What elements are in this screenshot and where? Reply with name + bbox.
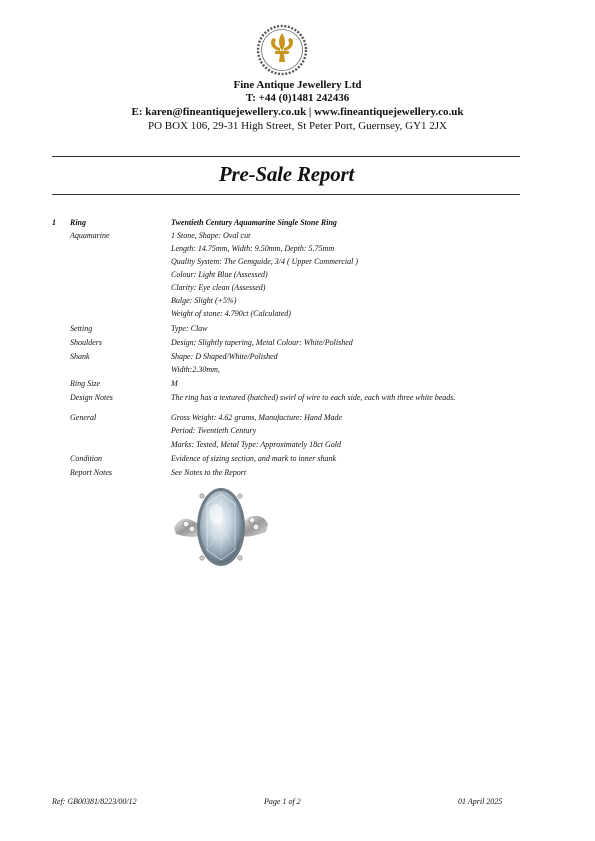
period: Period: Twentieth Century — [171, 426, 257, 435]
fleur-de-lis-logo-icon — [256, 24, 308, 76]
general-label: General — [70, 413, 97, 422]
report-reference: Ref: GB00381/8223/00/12 — [52, 797, 137, 806]
setting-value: Type: Claw — [171, 324, 208, 333]
stone-colour: Colour: Light Blue (Assessed) — [171, 270, 268, 279]
stone-count-shape: 1 Stone, Shape: Oval cut — [171, 231, 251, 240]
setting-label: Setting — [70, 324, 93, 333]
page-title: Pre-Sale Report — [218, 162, 355, 186]
condition-value: Evidence of sizing section, and mark to inner shank — [171, 454, 337, 463]
design-notes-value: The ring has a textured (hatched) swirl of wire to each side, each with three white beads. — [171, 393, 456, 402]
shank-width: Width:2.30mm, — [171, 365, 220, 374]
title-divider — [52, 194, 520, 195]
report-date: 01 April 2025 — [458, 797, 503, 806]
condition-label: Condition — [70, 454, 103, 463]
report-notes-value: See Notes to the Report — [171, 468, 247, 477]
company-telephone: T: +44 (0)1481 242436 — [245, 92, 350, 104]
ring-photo — [172, 484, 270, 570]
company-contact: E: karen@fineantiquejewellery.co.uk | www.fineantiquejewellery.co.uk — [131, 106, 464, 118]
shoulders-label: Shoulders — [70, 338, 102, 347]
item-heading: Twentieth Century Aquamarine Single Stone Ring — [171, 218, 337, 227]
shoulders-value: Design: Slightly tapering, Metal Colour: White/Polished — [171, 338, 353, 347]
company-address: PO BOX 106, 29-31 High Street, St Peter Port, Guernsey, GY1 2JX — [147, 120, 448, 132]
stone-clarity: Clarity: Eye clean (Assessed) — [171, 283, 266, 292]
page-number: Page 1 of 2 — [264, 797, 301, 806]
aquamarine-label: Aquamarine — [70, 231, 110, 240]
marks: Marks: Tested, Metal Type: Approximately 18ct Gold — [171, 440, 341, 449]
header-divider — [52, 156, 520, 157]
ring-size-value: M — [171, 379, 178, 388]
shank-label: Shank — [70, 352, 90, 361]
stone-dimensions: Length: 14.75mm, Width: 9.50mm, Depth: 5.75mm — [171, 244, 335, 253]
shank-shape: Shape: D Shaped/White/Polished — [171, 352, 278, 361]
stone-quality: Quality System: The Gemguide, 3/4 ( Upper Commercial ) — [171, 257, 358, 266]
stone-weight: Weight of stone: 4.790ct (Calculated) — [171, 309, 291, 318]
design-notes-label: Design Notes — [70, 393, 113, 402]
stone-bulge: Bulge: Slight (+5%) — [171, 296, 237, 305]
company-name: Fine Antique Jewellery Ltd — [233, 79, 362, 91]
item-number: 1 — [52, 218, 56, 227]
report-notes-label: Report Notes — [70, 468, 112, 477]
gross-weight: Gross Weight: 4.62 grams, Manufacture: Hand Made — [171, 413, 343, 422]
ring-size-label: Ring Size — [70, 379, 100, 388]
item-type: Ring — [70, 218, 87, 227]
